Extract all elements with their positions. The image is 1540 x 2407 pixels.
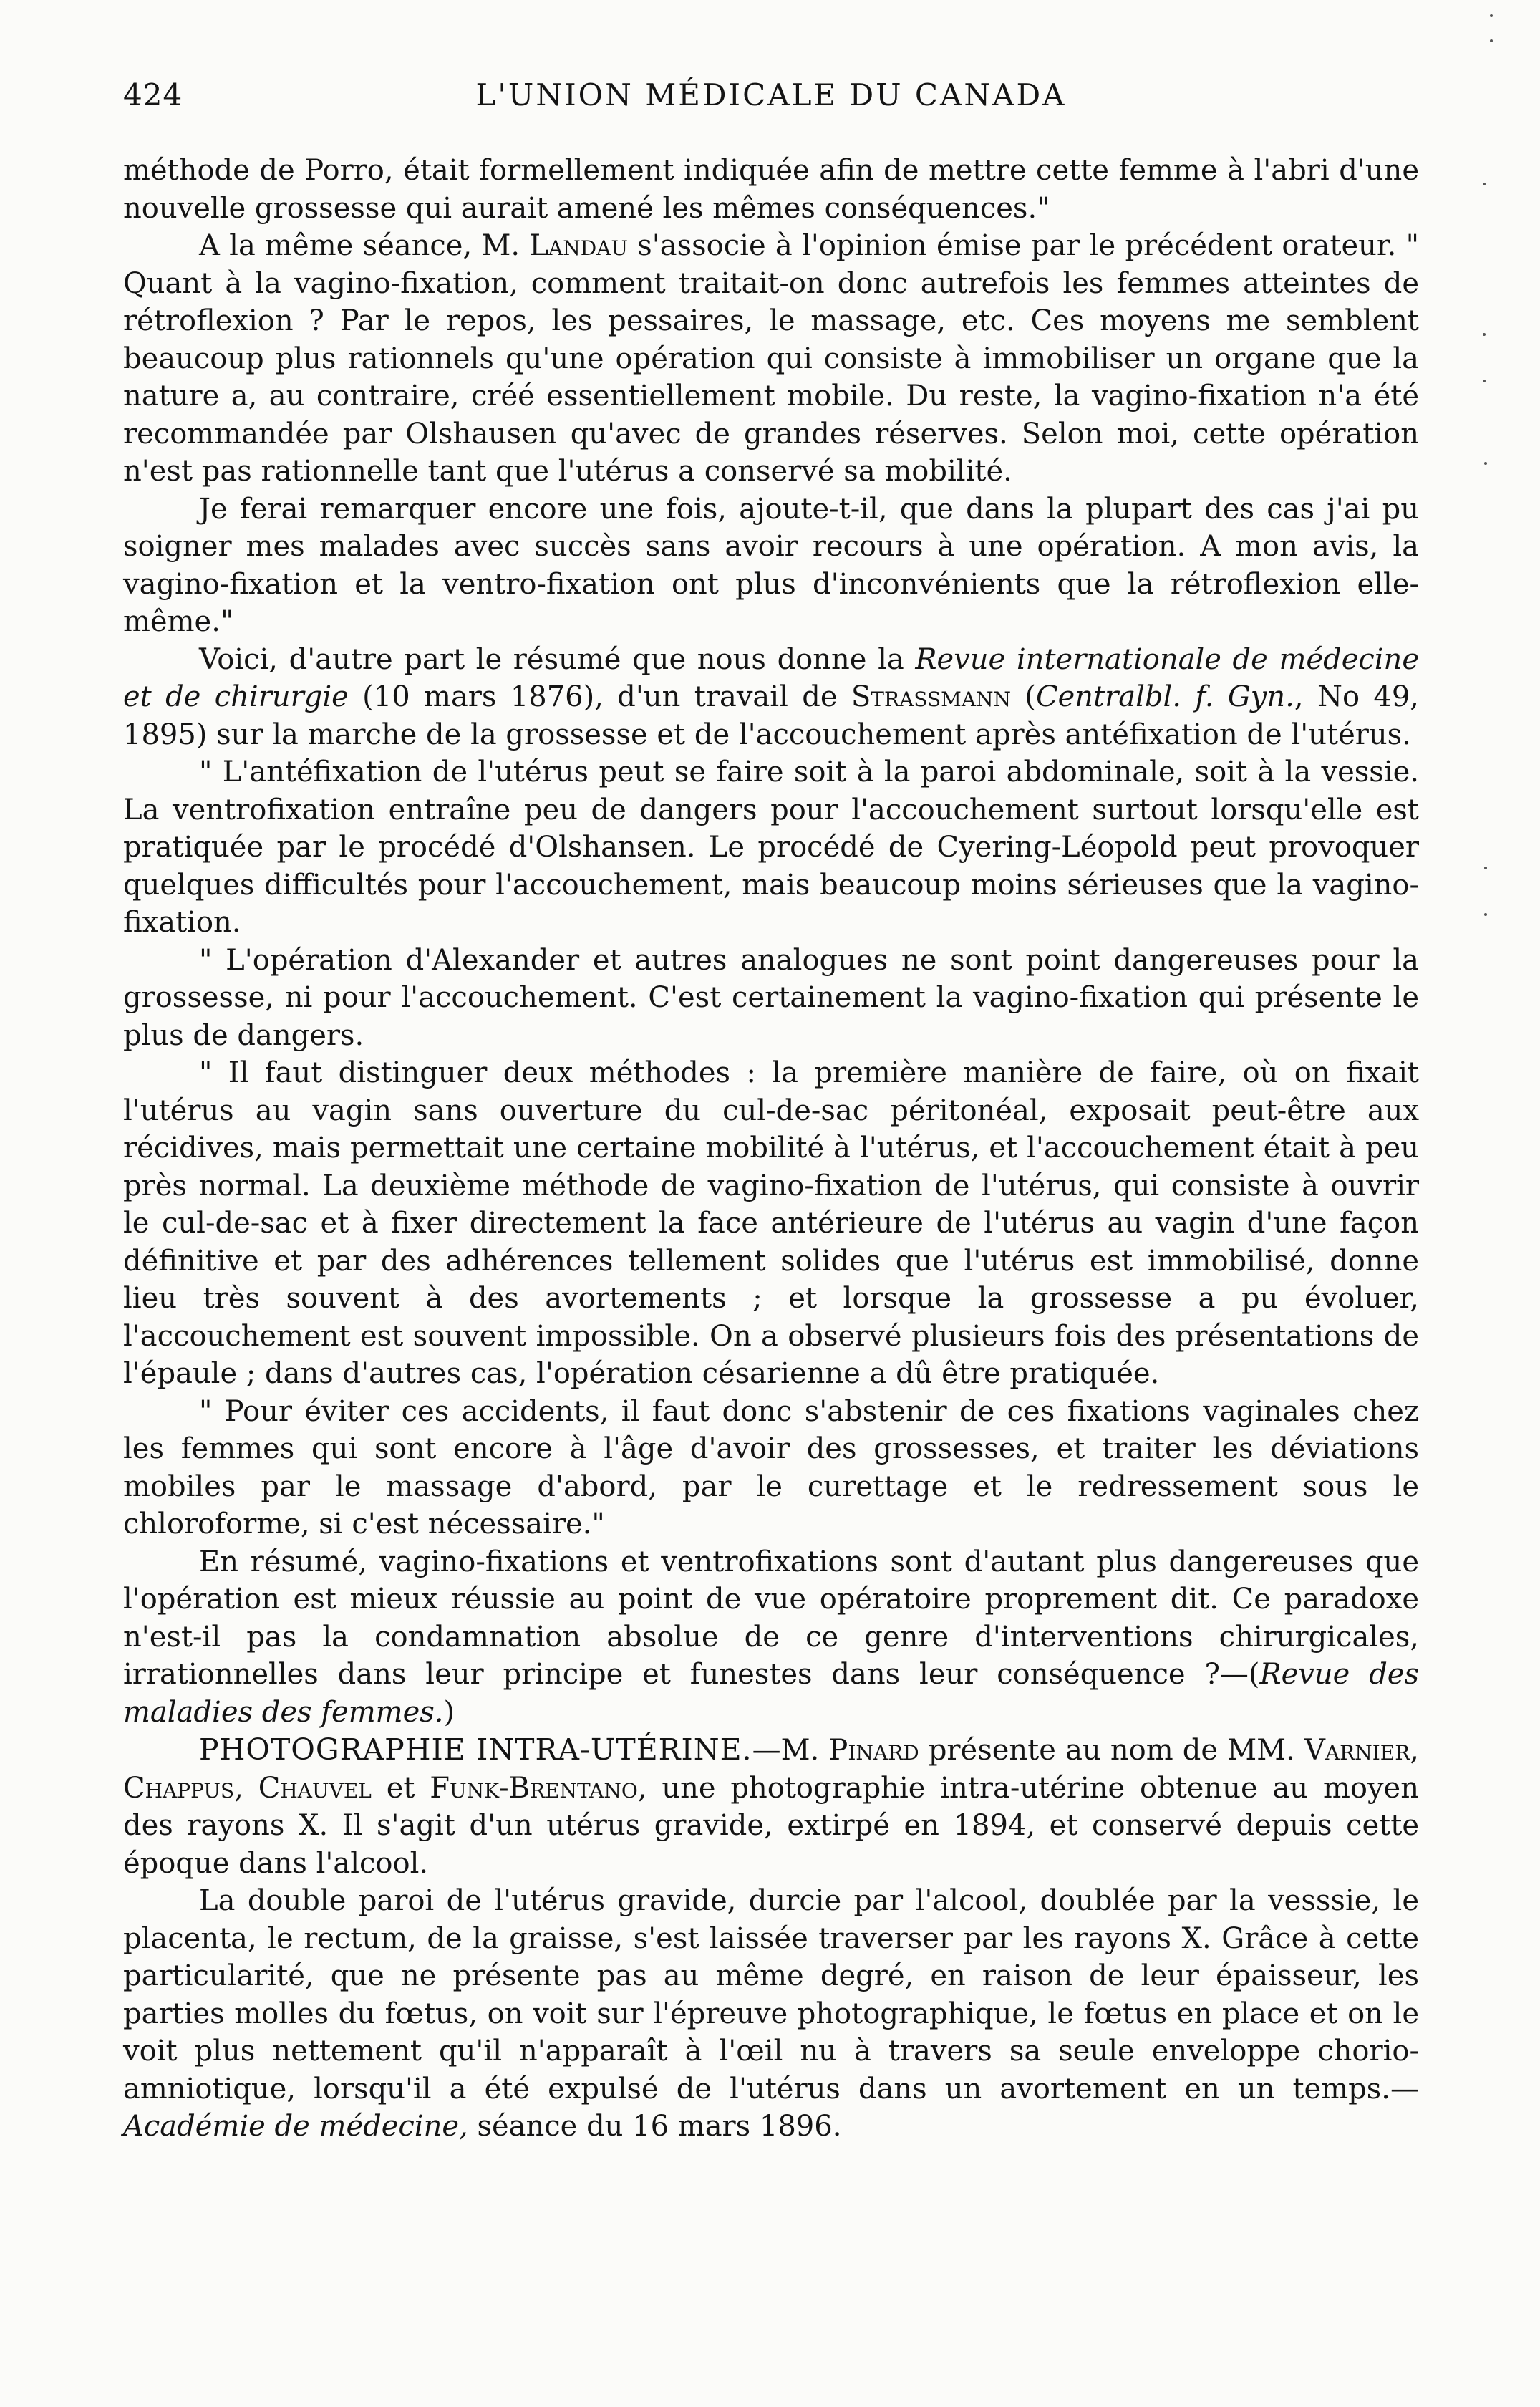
margin-dot <box>1483 183 1486 185</box>
paragraph-text: s'associe à l'opinion émise par le précédent orateur. " Quant à la vagino-fixation, comment traitait-on donc autrefois les femmes atteintes de rétroflexion ? Par le repos, les pessaires, le massage, etc. Ces moyens me semblent beaucoup plus rationnels qu'une opération qui consiste à immobiliser un organe que la nature a, au contraire, créé essentiellement mobile. Du reste, la vagino-fixation n'a été recommandée par Olshausen qu'avec de grandes réserves. Selon moi, cette opération n'est pas rationnelle tant que l'utérus a conservé sa mobilité. <box>123 229 1419 488</box>
running-head <box>123 77 1419 123</box>
paragraph-1 <box>123 152 1419 227</box>
paragraph-2 <box>123 227 1419 491</box>
paragraph-text: " L'antéfixation de l'utérus peut se faire soit à la paroi abdominale, soit à la vessie. La ventrofixation entraîne peu de dangers pour l'accouchement surtout lorsqu'elle est pratiquée par le procédé d'Olshansen. Le procédé de Cyering-Léopold peut provoquer quelques difficultés pour l'accouchement, mais beaucoup moins sérieuses que la vagino-fixation. <box>123 756 1419 939</box>
paragraph-text: Je ferai remarquer encore une fois, ajoute-t-il, que dans la plupart des cas j'ai pu soigner mes malades avec succès sans avoir recours à une opération. A mon avis, la vagino-fixation et la ventro-fixation ont plus d'inconvénients que la rétroflexion elle-même." <box>123 492 1419 638</box>
article-body <box>123 152 1419 2146</box>
margin-dot <box>1483 380 1486 382</box>
paragraph-10 <box>123 1731 1419 1882</box>
paragraph-3 <box>123 491 1419 641</box>
paragraph-text: " Pour éviter ces accidents, il faut donc s'abstenir de ces fixations vaginales chez les femmes qui sont encore à l'âge d'avoir des grossesses, et traiter les déviations mobiles par le massage d'abord, par le curettage et le redressement sous le chloroforme, si c'est nécessaire." <box>123 1394 1419 1540</box>
paragraph-text: (10 mars 1876), d'un travail de <box>348 680 851 713</box>
paragraph-11 <box>123 1882 1419 2146</box>
paragraph-text: ( <box>1011 680 1037 713</box>
author-name: Chappus <box>123 1771 235 1805</box>
paragraph-text: présente au nom de MM. <box>919 1734 1304 1767</box>
paragraph-text: ) <box>443 1695 455 1729</box>
margin-dot <box>1483 333 1486 336</box>
margin-dot <box>1490 14 1493 17</box>
paragraph-7 <box>123 1054 1419 1393</box>
paragraph-text: méthode de Porro, était formellement indiquée afin de mettre cette femme à l'abri d'une nouvelle grossesse qui aurait amené les mêmes conséquences." <box>123 154 1419 225</box>
author-name: Landau <box>529 229 628 262</box>
paragraph-9 <box>123 1543 1419 1732</box>
journal-citation: Revue internationale de médecine et de chirurgie <box>123 642 1419 713</box>
paragraph-text: , une photographie intra-utérine obtenue au moyen des rayons X. Il s'agit d'un utérus gravide, extirpé en 1894, et conservé depuis cette époque dans l'alcool. <box>123 1771 1419 1880</box>
author-name: Strassmann <box>851 680 1012 713</box>
margin-dot <box>1484 462 1487 465</box>
paragraph-text: —M. <box>752 1734 829 1767</box>
author-name: Varnier <box>1304 1734 1410 1767</box>
paragraph-text: " Il faut distinguer deux méthodes : la première manière de faire, où on fixait l'utérus au vagin sans ouverture du cul-de-sac péritonéal, exposait peut-être aux récidives, mais permettait une certaine mobilité à l'utérus, et l'accouchement était à peu près normal. La deuxième méthode de vagino-fixation de l'utérus, qui consiste à ouvrir le cul-de-sac et à fixer directement la face antérieure de l'utérus au vagin d'une façon définitive et par des adhérences tellement solides que l'utérus est immobilisé, donne lieu très souvent à des avortements ; et lorsque la grossesse a pu évoluer, l'accouchement est souvent impossible. On a observé plusieurs fois des présentations de l'épaule ; dans d'autres cas, l'opération césarienne a dû être pratiquée. <box>123 1056 1419 1390</box>
paragraph-text: La double paroi de l'utérus gravide, durcie par l'alcool, doublée par la vesssie, le placenta, le rectum, de la graisse, s'est laissée traverser par les rayons X. Grâce à cette particularité, que ne présente pas au même degré, en raison de leur épaisseur, les parties molles du fœtus, on voit sur l'épreuve photographique, le fœtus en place et on le voit plus nettement qu'il n'apparaît à l'œil nu à travers sa seule enveloppe chorio-amniotique, lorsqu'il a été expulsé de l'utérus dans un avortement en un temps.— <box>123 1884 1419 2105</box>
paragraph-8 <box>123 1393 1419 1543</box>
page <box>123 77 1419 2312</box>
margin-dot <box>1484 867 1487 869</box>
paragraph-text: Voici, d'autre part le résumé que nous donne la <box>199 642 916 676</box>
author-name: Funk-Brentano <box>430 1771 638 1805</box>
journal-citation: Revue des maladies des femmes. <box>123 1658 1419 1729</box>
journal-citation: Académie de médecine, <box>123 2110 468 2143</box>
margin-dot <box>1484 913 1487 916</box>
margin-marks <box>1476 0 1519 2407</box>
paragraph-4 <box>123 641 1419 754</box>
paragraph-text: séance du 16 mars 1896. <box>468 2110 842 2143</box>
paragraph-text: , <box>1410 1734 1419 1767</box>
margin-dot <box>1490 39 1493 42</box>
journal-title: L'UNION MÉDICALE DU CANADA <box>475 77 1067 112</box>
page-number: 424 <box>123 77 183 112</box>
paragraph-text: et <box>371 1771 430 1805</box>
journal-citation: Centralbl. f. Gyn. <box>1036 680 1294 713</box>
section-heading: PHOTOGRAPHIE INTRA-UTÉRINE. <box>199 1732 752 1767</box>
paragraph-text: , No 49, 1895) sur la marche de la grossesse et de l'accouchement après antéfixation de l'utérus. <box>123 680 1420 751</box>
paragraph-text: " L'opération d'Alexander et autres analogues ne sont point dangereuses pour la grossesse, ni pour l'accouchement. C'est certainement la vagino-fixation qui présente le plus de dangers. <box>123 943 1419 1052</box>
paragraph-text: , <box>234 1771 258 1805</box>
paragraph-5 <box>123 753 1419 942</box>
paragraph-6 <box>123 942 1419 1055</box>
author-name: Pinard <box>828 1734 919 1767</box>
author-name: Chauvel <box>258 1771 372 1805</box>
paragraph-text: En résumé, vagino-fixations et ventrofixations sont d'autant plus dangereuses que l'opération est mieux réussie au point de vue opératoire proprement dit. Ce paradoxe n'est-il pas la condamnation absolue de ce genre d'interventions chirurgicales, irrationnelles dans leur principe et funestes dans leur conséquence ?—( <box>123 1545 1419 1691</box>
paragraph-text: A la même séance, M. <box>199 229 530 262</box>
